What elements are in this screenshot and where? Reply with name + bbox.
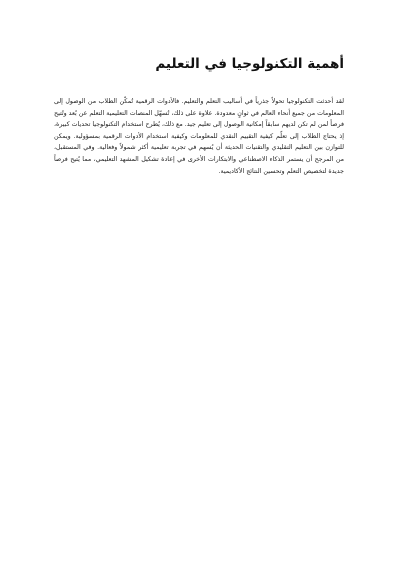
document-title: أهمية التكنولوجيا في التعليم: [155, 56, 344, 72]
document-paragraph: لقد أحدثت التكنولوجيا تحولاً جذرياً في أساليب التعلم والتعليم. فالأدوات الرقمية تُمكّن الطلاب من الوصول إلى المعلومات من جميع أنحاء العالم في ثوانٍ معدودة. علاوة على ذلك، تُسهّل المنصات التعليمية التعلم عن بُعد وتُتيح فرصاً لمن لم تكن لديهم سابقاً إمكانية الوصول إلى تعليم جيد. مع ذلك، يُطرح استخدام التكنولوجيا تحديات كبيرة، إذ يحتاج الطلاب إلى تعلّم كيفية التقييم النقدي للمعلومات وكيفية استخدام الأدوات الرقمية بمسؤولية. ويمكن للتوازن بين التعليم التقليدي والتقنيات الحديثة أن يُسهم في تجربة تعليمية أكثر شمولاً وفعالية. وفي المستقبل، من المرجح أن يستمر الذكاء الاصطناعي والابتكارات الأخرى في إعادة تشكيل المشهد التعليمي، مما يُتيح فرصاً جديدة لتخصيص التعلم وتحسين النتائج الأكاديمية.: [54, 98, 344, 175]
